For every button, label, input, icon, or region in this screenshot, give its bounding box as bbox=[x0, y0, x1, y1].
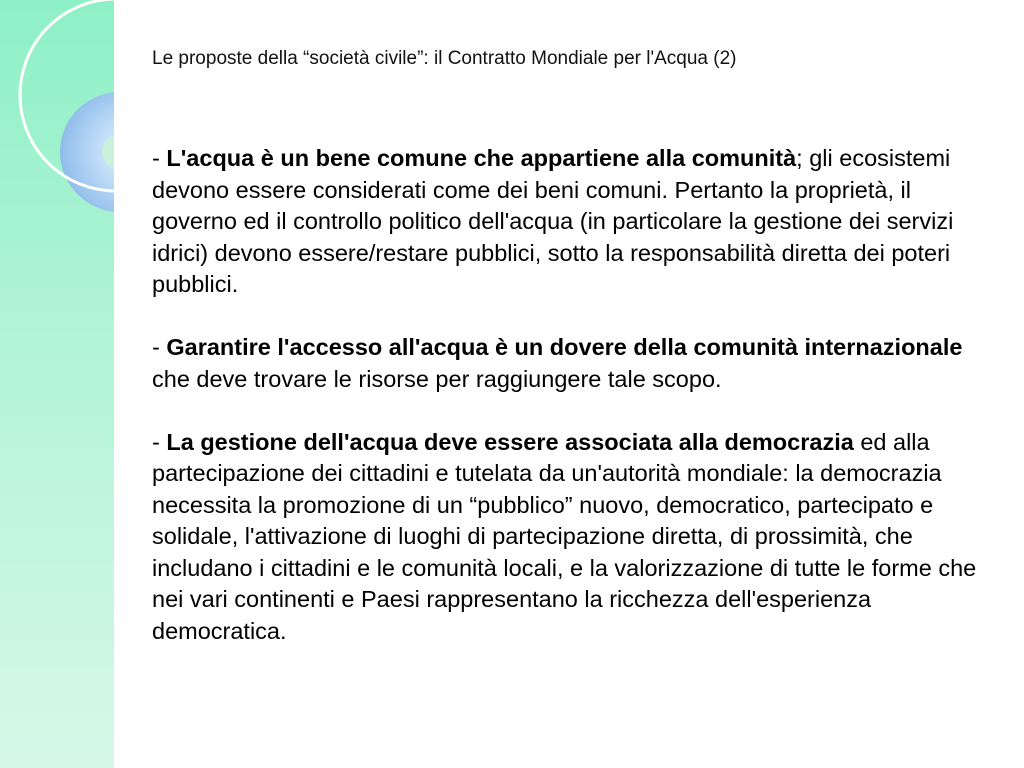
paragraph-text: che deve trovare le risorse per raggiungere tale scopo. bbox=[152, 365, 722, 392]
paragraph-bene-comune bbox=[152, 143, 992, 301]
paragraph-text: ; gli ecosistemi devono essere considerati come dei beni comuni. Pertanto la proprietà, il governo ed il controllo politico dell'acqua (in particolare la gestione dei servizi idrici) devono essere/restare pubblici, sotto la responsabilità diretta dei poteri pubblici. bbox=[152, 145, 954, 297]
paragraph-bold-lead: La gestione dell'acqua deve essere associata alla democrazia bbox=[166, 428, 854, 455]
slide-title: Le proposte della “società civile”: il Contratto Mondiale per l'Acqua (2) bbox=[152, 48, 737, 69]
paragraph-gestione-democrazia bbox=[152, 427, 992, 648]
decorative-circles bbox=[0, 0, 114, 260]
dash: - bbox=[152, 428, 167, 455]
paragraph-bold-lead: Garantire l'accesso all'acqua è un dovere della comunità internazionale bbox=[166, 334, 963, 360]
paragraph-text: ed alla partecipazione dei cittadini e tutelata da un'autorità mondiale: la democrazia necessita la promozione di un “pubblico” nuovo, democratico, partecipato e solidale, l'attivazione di luoghi di partecipazione diretta, di prossimità, che includano i cittadini e le comunità locali, e la valorizzazione di tutte le forme che nei vari continenti e Paesi rappresentano la ricchezza dell'esperienza democratica. bbox=[152, 428, 977, 644]
dash: - bbox=[152, 145, 167, 171]
slide-body bbox=[152, 143, 992, 679]
dash: - bbox=[152, 334, 167, 360]
paragraph-bold-lead: L'acqua è un bene comune che appartiene alla comunità bbox=[166, 145, 797, 171]
paragraph-accesso-acqua bbox=[152, 332, 992, 395]
